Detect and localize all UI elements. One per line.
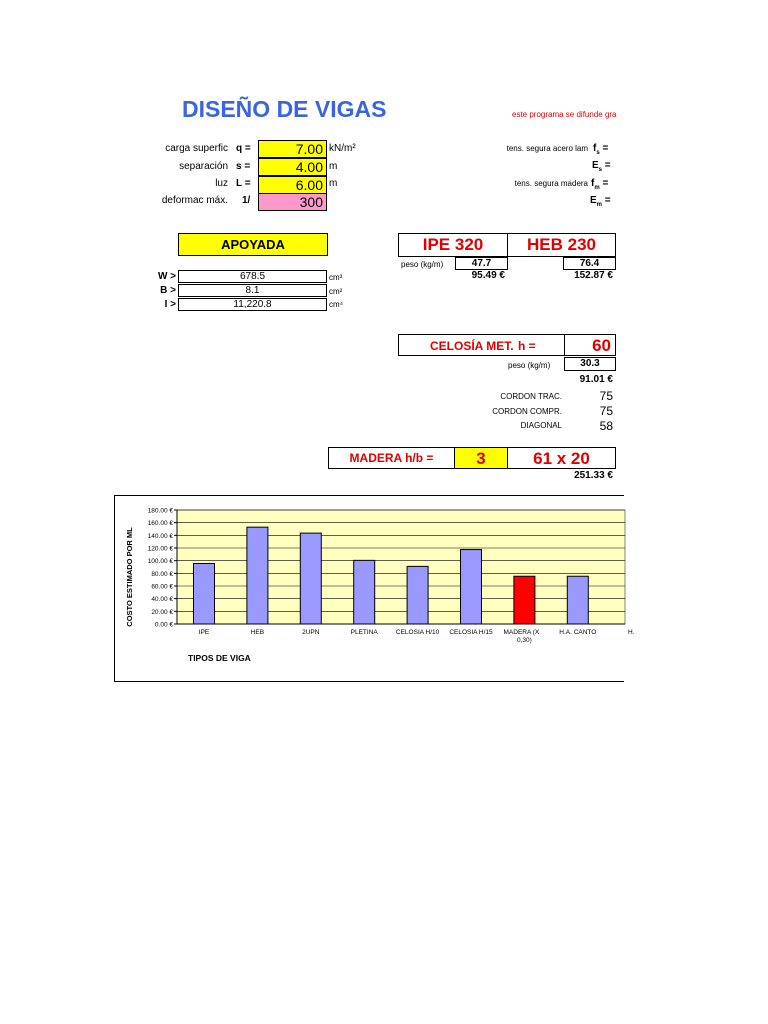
B-symbol: B > bbox=[160, 285, 176, 296]
q-unit: kN/m² bbox=[329, 143, 356, 154]
y-axis-title: COSTO ESTIMADO POR ML bbox=[125, 527, 134, 627]
fs-symbol: $f_s$ = bbox=[593, 143, 609, 156]
madera-section: 61 x 20 bbox=[507, 447, 616, 469]
input-label-q: carga superfic bbox=[165, 143, 228, 154]
ipe-weight-label: peso (kg/m) bbox=[401, 260, 444, 269]
celosia-label: CELOSÍA MET. bbox=[430, 339, 514, 353]
x-axis-title: TIPOS DE VIGA bbox=[188, 653, 251, 663]
heb-weight: 76.4 bbox=[563, 257, 616, 270]
x-tick-label: 0,30) bbox=[516, 637, 532, 644]
celosia-h-label: h = bbox=[518, 339, 536, 353]
W-symbol: W > bbox=[157, 271, 176, 282]
input-label-deform: deformac máx. bbox=[161, 195, 228, 206]
cordon-compr-label: CORDON COMPR. bbox=[492, 407, 562, 416]
input-label-L: luz bbox=[215, 178, 228, 189]
s-unit: m bbox=[329, 161, 338, 172]
ipe-cost: 95.49 € bbox=[471, 270, 505, 281]
bar bbox=[514, 576, 535, 624]
y-tick-label: 20.00 € bbox=[151, 608, 173, 616]
y-tick-label: 160.00 € bbox=[147, 520, 173, 528]
I-symbol: I > bbox=[164, 299, 176, 310]
L-unit: m bbox=[329, 178, 338, 189]
y-tick-label: 180.00 € bbox=[147, 507, 173, 515]
x-tick-label: 2UPN bbox=[302, 629, 320, 636]
input-label-s: separación bbox=[179, 161, 228, 172]
Es-symbol: $E_s$ = bbox=[592, 160, 611, 173]
bar bbox=[194, 564, 215, 624]
s-input[interactable]: 4.00 bbox=[258, 158, 327, 176]
celosia-h-value: 60 bbox=[564, 334, 616, 356]
distribution-note: este programa se difunde gra bbox=[512, 110, 617, 119]
heb-cost: 152.87 € bbox=[574, 270, 613, 281]
cost-chart bbox=[114, 495, 635, 682]
apoyada-label: APOYADA bbox=[178, 233, 328, 256]
x-tick-label: H. bbox=[627, 629, 635, 636]
celosia-cost: 91.01 € bbox=[579, 374, 613, 385]
x-tick-label: MADERA (X bbox=[503, 629, 540, 636]
W-value: 678.5 bbox=[178, 270, 327, 283]
heb-profile: HEB 230 bbox=[507, 233, 616, 257]
bar bbox=[461, 550, 482, 624]
I-value: 11,220.8 bbox=[178, 298, 327, 311]
y-tick-label: 100.00 € bbox=[147, 558, 173, 566]
y-tick-label: 80.00 € bbox=[151, 570, 173, 578]
deform-input[interactable]: 300 bbox=[258, 193, 327, 211]
celosia-box bbox=[398, 334, 565, 356]
y-tick-label: 60.00 € bbox=[151, 583, 173, 591]
y-tick-label: 0.00 € bbox=[154, 621, 173, 629]
cordon-compr-value: 75 bbox=[599, 404, 613, 418]
input-symbol-q: q = bbox=[236, 143, 251, 154]
x-tick-label: PLETINA bbox=[350, 629, 378, 636]
cost-chart-svg bbox=[115, 496, 635, 683]
bar bbox=[354, 560, 375, 624]
x-tick-label: H.A. CANTO bbox=[559, 629, 597, 636]
bar bbox=[567, 576, 588, 624]
bar bbox=[407, 566, 428, 624]
bar bbox=[300, 533, 321, 624]
x-tick-label: CELOSIA H/15 bbox=[449, 629, 493, 636]
celosia-weight-label: peso (kg/m) bbox=[508, 361, 551, 370]
W-unit: cm³ bbox=[329, 273, 343, 282]
B-value: 8.1 bbox=[178, 284, 327, 297]
cordon-trac-label: CORDON TRAC. bbox=[500, 392, 562, 401]
x-tick-label: CELOSIA H/10 bbox=[395, 629, 440, 636]
L-input[interactable]: 6.00 bbox=[258, 176, 327, 194]
x-tick-label: HEB bbox=[250, 629, 265, 636]
y-tick-label: 140.00 € bbox=[147, 532, 173, 540]
x-tick-label: IPE bbox=[198, 629, 210, 636]
input-symbol-s: s = bbox=[236, 161, 251, 172]
celosia-weight: 30.3 bbox=[564, 357, 616, 371]
I-unit: cm⁴ bbox=[329, 300, 344, 309]
Em-symbol: $E_m$ = bbox=[590, 195, 611, 208]
y-tick-label: 120.00 € bbox=[147, 545, 173, 553]
plot-area bbox=[177, 510, 625, 624]
q-input[interactable]: 7.00 bbox=[258, 140, 327, 158]
fs-label: tens. segura acero lam bbox=[506, 144, 588, 153]
ipe-weight: 47.7 bbox=[455, 257, 508, 270]
fm-symbol: $f_m$ = bbox=[591, 178, 609, 191]
input-symbol-deform: 1/ bbox=[242, 195, 251, 206]
ipe-profile: IPE 320 bbox=[398, 233, 508, 257]
bar bbox=[247, 527, 268, 624]
fm-label: tens. segura madera bbox=[514, 179, 588, 188]
madera-ratio[interactable]: 3 bbox=[454, 447, 508, 469]
y-tick-label: 40.00 € bbox=[151, 596, 173, 604]
input-symbol-L: L = bbox=[236, 178, 251, 189]
page-title: DISEÑO DE VIGAS bbox=[182, 96, 387, 122]
diagonal-label: DIAGONAL bbox=[520, 421, 562, 430]
diagonal-value: 58 bbox=[599, 419, 613, 433]
B-unit: cm² bbox=[329, 287, 343, 296]
madera-cost: 251.33 € bbox=[574, 470, 613, 481]
madera-label: MADERA h/b = bbox=[328, 447, 455, 469]
cordon-trac-value: 75 bbox=[599, 389, 613, 403]
